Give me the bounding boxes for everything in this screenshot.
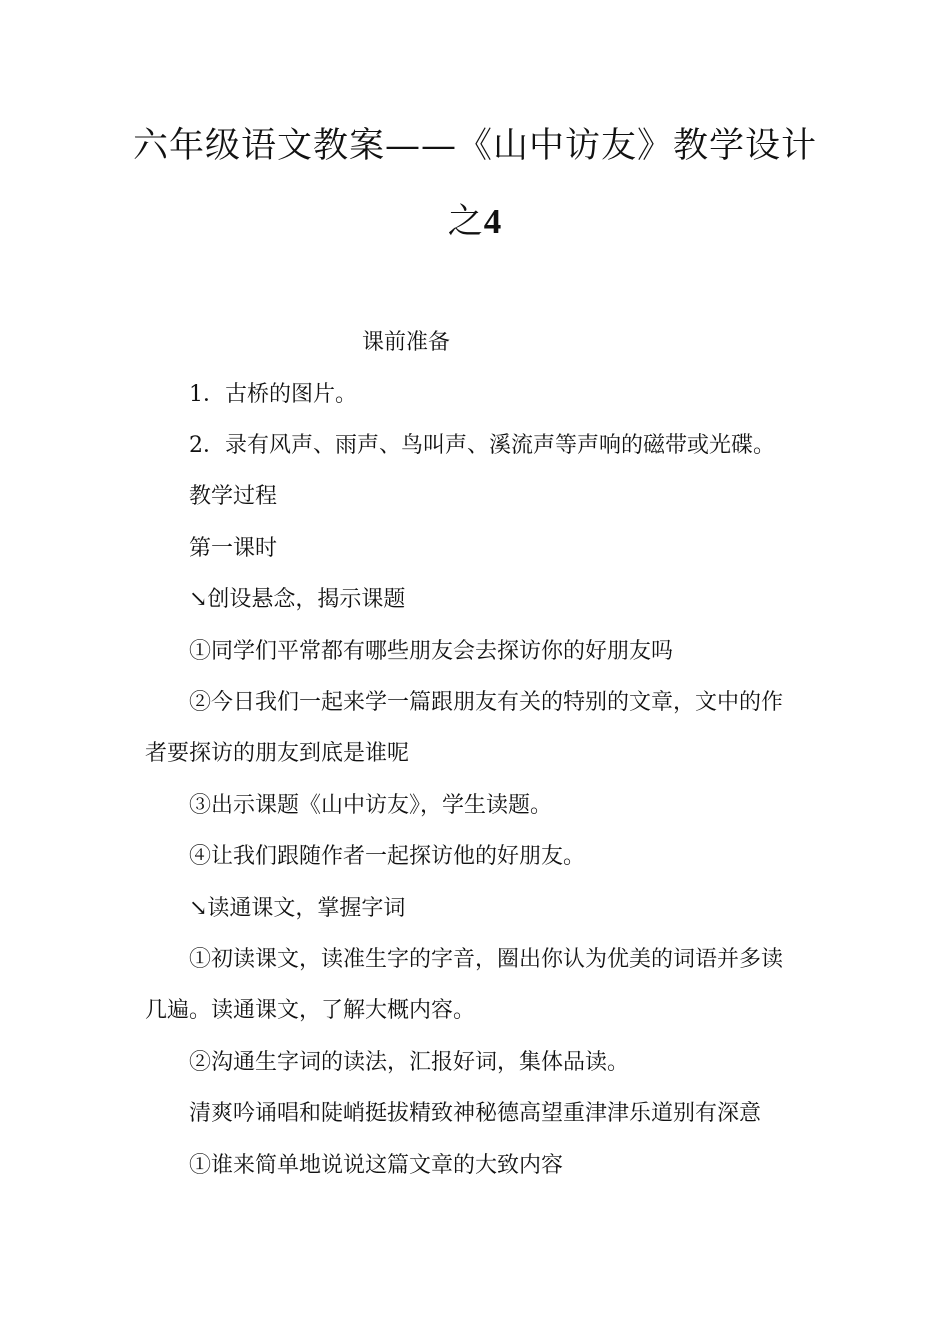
section-heading-prep: 课前准备 xyxy=(362,330,451,355)
prep-item-1: 1．古桥的图片。 xyxy=(189,382,357,407)
step-heading-1: ↘创设悬念，揭示课题 xyxy=(189,587,406,612)
section-heading-process: 教学过程 xyxy=(189,484,278,509)
title-suffix-text: 之 xyxy=(447,202,484,242)
word-list: 清爽吟诵唱和陡峭挺拔精致神秘德高望重津津乐道别有深意 xyxy=(189,1101,762,1126)
prep-item-2: 2．录有风声、雨声、鸟叫声、溪流声等声响的磁带或光碟。 xyxy=(189,433,775,458)
paragraph-step-1-c: ③出示课题《山中访友》，学生读题。 xyxy=(189,793,553,818)
document-title-line-1: 六年级语文教案——《山中访友》教学设计 xyxy=(132,126,817,166)
paragraph-step-2-a-line-2: 几遍。读通课文，了解大概内容。 xyxy=(145,998,476,1023)
lesson-heading: 第一课时 xyxy=(189,536,278,561)
paragraph-step-1-b-line-1: ②今日我们一起来学一篇跟朋友有关的特别的文章，文中的作 xyxy=(189,690,784,715)
paragraph-step-2-b: ②沟通生字词的读法，汇报好词，集体品读。 xyxy=(189,1050,630,1075)
title-suffix-number: 4 xyxy=(483,202,503,241)
paragraph-step-1-a: ①同学们平常都有哪些朋友会去探访你的好朋友吗 xyxy=(189,639,674,664)
step-heading-2: ↘读通课文，掌握字词 xyxy=(189,896,406,921)
paragraph-step-1-d: ④让我们跟随作者一起探访他的好朋友。 xyxy=(189,844,586,869)
paragraph-step-3-a: ①谁来简单地说说这篇文章的大致内容 xyxy=(189,1153,564,1178)
document-title-line-2 xyxy=(0,200,950,244)
paragraph-step-1-b-line-2: 者要探访的朋友到底是谁呢 xyxy=(145,741,410,766)
paragraph-step-2-a-line-1: ①初读课文，读准生字的字音，圈出你认为优美的词语并多读 xyxy=(189,947,784,972)
